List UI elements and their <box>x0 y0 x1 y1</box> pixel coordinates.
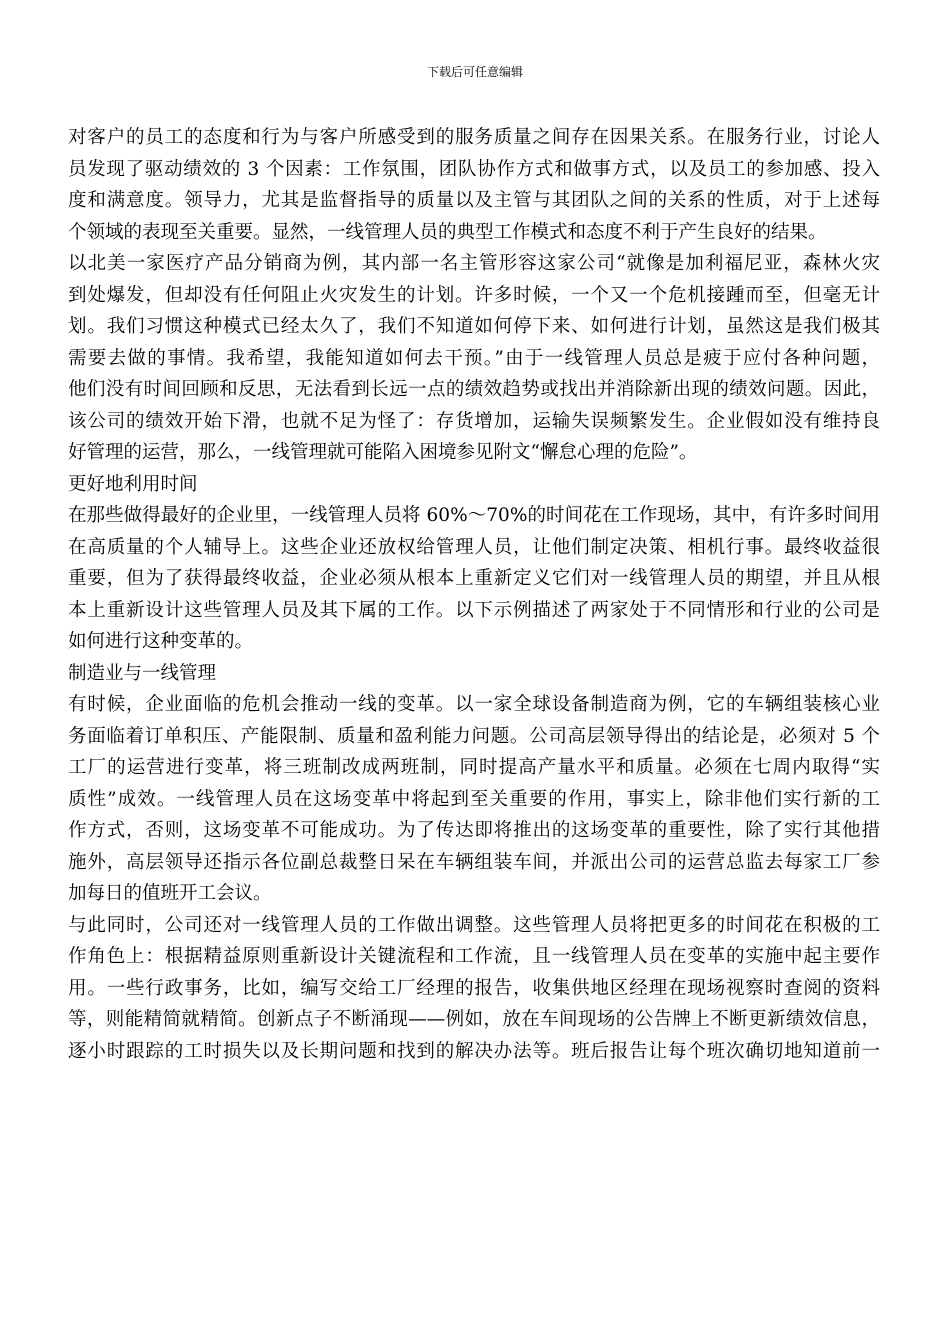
text-line: 本上重新设计这些管理人员及其下属的工作。以下示例描述了两家处于不同情形和行业的公司是 <box>68 599 880 621</box>
text-line: 作方式，否则，这场变革不可能成功。为了传达即将推出的这场变革的重要性，除了实行其他措 <box>68 820 880 841</box>
text-line: 该公司的绩效开始下滑，也就不足为怪了：存货增加，运输失误频繁发生。企业假如没有维持良 <box>68 410 880 432</box>
text-line: 以北美一家医疗产品分销商为例，其内部一名主管形容这家公司“就像是加利福尼亚，森林火灾 <box>68 253 880 274</box>
text-line: 划。我们习惯这种模式已经太久了，我们不知道如何停下来、如何进行计划，虽然这是我们极其 <box>68 316 880 337</box>
text-line: 用。一些行政事务，比如，编写交给工厂经理的报告，收集供地区经理在现场视察时查阅的资料 <box>68 977 880 999</box>
text-line: 他们没有时间回顾和反思，无法看到长远一点的绩效趋势或找出并消除新出现的绩效问题。因此， <box>68 379 880 400</box>
text-line: 质性”成效。一线管理人员在这场变革中将起到至关重要的作用，事实上，除非他们实行新的工 <box>68 788 880 810</box>
text-line: 个领域的表现至关重要。显然，一线管理人员的典型工作模式和态度不利于产生良好的结果。 <box>68 221 827 243</box>
text-line: 好管理的运营，那么，一线管理就可能陷入困境参见附文“懈怠心理的危险”。 <box>68 442 698 463</box>
text-line: 作角色上：根据精益原则重新设计关键流程和工作流，且一线管理人员在变革的实施中起主要作 <box>68 946 880 967</box>
text-line: 加每日的值班开工会议。 <box>68 883 272 904</box>
text-line: 施外，高层领导还指示各位副总裁整日呆在车辆组装车间，并派出公司的运营总监去每家工厂参 <box>68 851 880 873</box>
page-header: 下载后可任意编辑 <box>426 65 523 79</box>
text-line: 工厂的运营进行变革，将三班制改成两班制，同时提高产量水平和质量。必须在七周内取得“实 <box>68 757 880 778</box>
text-line: 对客户的员工的态度和行为与客户所感受到的服务质量之间存在因果关系。在服务行业，讨论人 <box>68 127 880 148</box>
text-line: 逐小时跟踪的工时损失以及长期问题和找到的解决办法等。班后报告让每个班次确切地知道前一 <box>68 1040 880 1062</box>
text-line: 度和满意度。领导力，尤其是监督指导的质量以及主管与其团队之间的关系的性质，对于上述每 <box>68 190 880 211</box>
text-line: 需要去做的事情。我希望，我能知道如何去干预。”由于一线管理人员总是疲于应付各种问题， <box>68 347 880 369</box>
text-line: 务面临着订单积压、产能限制、质量和盈利能力问题。公司高层领导得出的结论是，必须对 5 个 <box>68 725 880 747</box>
text-line: 在那些做得最好的企业里，一线管理人员将 60%～70%的时间花在工作现场，其中，有许多时间用 <box>68 505 880 526</box>
text-line: 在高质量的个人辅导上。这些企业还放权给管理人员，让他们制定决策、相机行事。最终收益很 <box>68 536 880 558</box>
text-line: 与此同时，公司还对一线管理人员的工作做出调整。这些管理人员将把更多的时间花在积极的工 <box>68 914 880 936</box>
text-line: 到处爆发，但却没有任何阻止火灾发生的计划。许多时候，一个又一个危机接踵而至，但毫无计 <box>68 284 880 306</box>
section-heading: 制造业与一线管理 <box>68 662 217 684</box>
text-line: 等，则能精简就精简。创新点子不断涌现——例如，放在车间现场的公告牌上不断更新绩效信息， <box>68 1009 880 1030</box>
text-line: 重要，但为了获得最终收益，企业必须从根本上重新定义它们对一线管理人员的期望，并且从根 <box>68 568 880 589</box>
section-heading: 更好地利用时间 <box>68 473 198 495</box>
text-line: 如何进行这种变革的。 <box>68 631 254 652</box>
text-line: 有时候，企业面临的危机会推动一线的变革。以一家全球设备制造商为例，它的车辆组装核心业 <box>68 694 880 715</box>
text-line: 员发现了驱动绩效的 3 个因素：工作氛围，团队协作方式和做事方式，以及员工的参加感、投入 <box>68 158 880 180</box>
document-body <box>68 122 880 1067</box>
